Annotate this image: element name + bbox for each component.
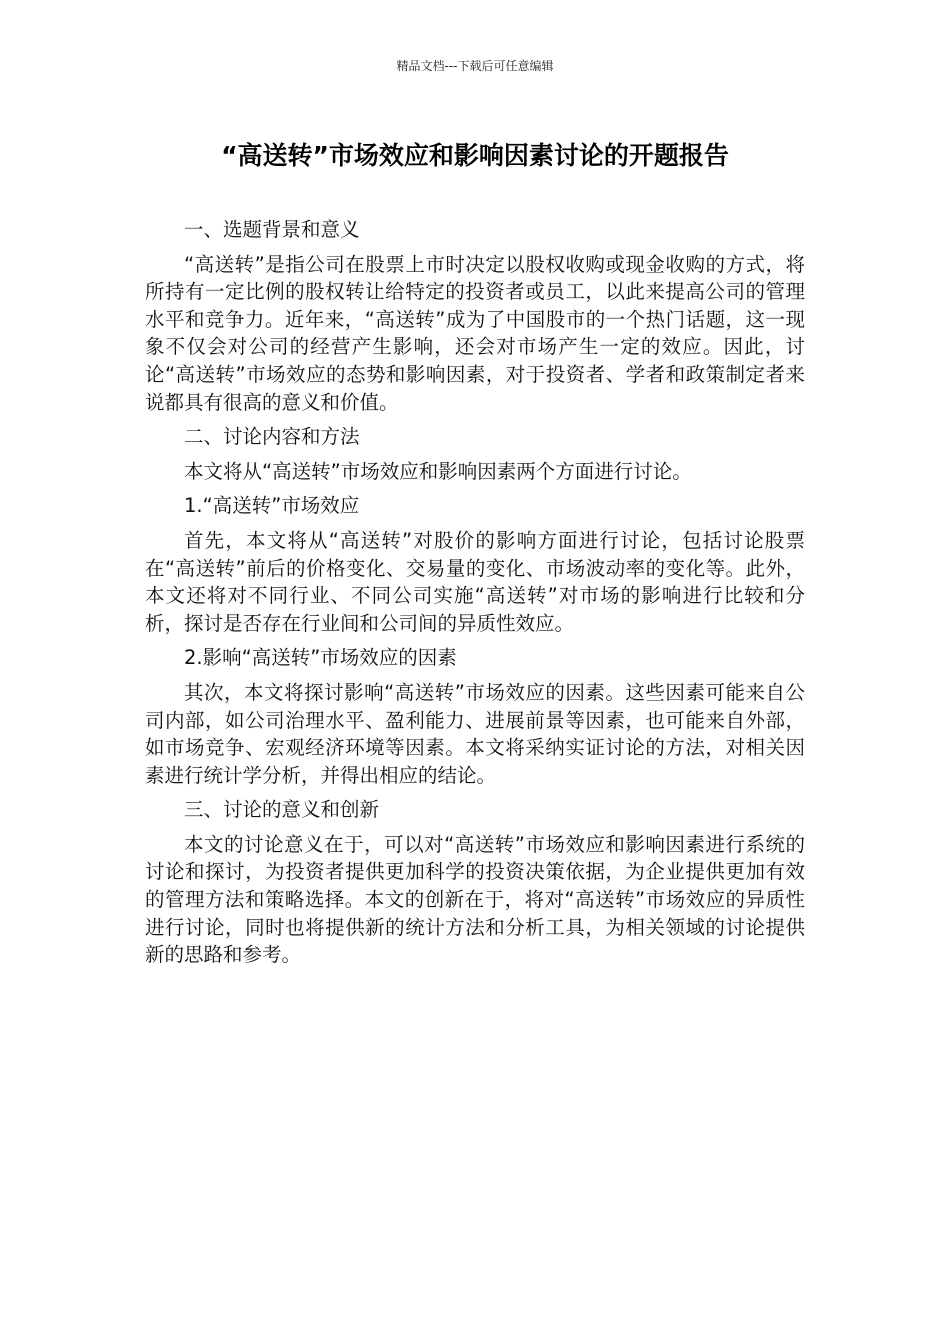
document-body: [145, 216, 805, 976]
section-heading-significance: 三、讨论的意义和创新: [184, 798, 380, 822]
section-heading-background: 一、选题背景和意义: [184, 218, 360, 241]
section-heading-content-method: 二、讨论内容和方法: [184, 425, 360, 449]
paragraph-background: “高送转”是指公司在股票上市时决定以股权收购或现金收购的方式，将所持有一定比例的股权转让给特定的投资者或员工，以此来提高公司的管理水平和竞争力。近年来，“高送转”成为了中国股市的一个热门话题，这一现象不仅会对公司的经营产生影响，还会对市场产生一定的效应。因此，讨论“高送转”市场效应的态势和影响因素，对于投资者、学者和政策制定者来说都具有很高的意义和价值。: [145, 252, 805, 414]
paragraph-content-intro: 本文将从“高送转”市场效应和影响因素两个方面进行讨论。: [184, 459, 692, 483]
paragraph-market-effect: 首先，本文将从“高送转”对股价的影响方面进行讨论，包括讨论股票在“高送转”前后的价格变化、交易量的变化、市场波动率的变化等。此外，本文还将对不同行业、不同公司实施“高送转”对市场的影响进行比较和分析，探讨是否存在行业间和公司间的异质性效应。: [145, 528, 805, 635]
paragraph-factors: 其次，本文将探讨影响“高送转”市场效应的因素。这些因素可能来自公司内部，如公司治理水平、盈利能力、进展前景等因素，也可能来自外部，如市场竞争、宏观经济环境等因素。本文将采纳实证讨论的方法，对相关因素进行统计学分析，并得出相应的结论。: [145, 680, 805, 787]
subsection-heading-factors: 2.影响“高送转”市场效应的因素: [184, 646, 457, 670]
subsection-heading-market-effect: 1.“高送转”市场效应: [184, 494, 360, 518]
document-title: “高送转”市场效应和影响因素讨论的开题报告: [221, 141, 729, 170]
page-header-watermark: 精品文档---下载后可任意编辑: [396, 59, 554, 73]
paragraph-significance: 本文的讨论意义在于，可以对“高送转”市场效应和影响因素进行系统的讨论和探讨，为投资者提供更加科学的投资决策依据，为企业提供更加有效的管理方法和策略选择。本文的创新在于，将对“高送转”市场效应的异质性进行讨论，同时也将提供新的统计方法和分析工具，为相关领域的讨论提供新的思路和参考。: [145, 832, 805, 967]
